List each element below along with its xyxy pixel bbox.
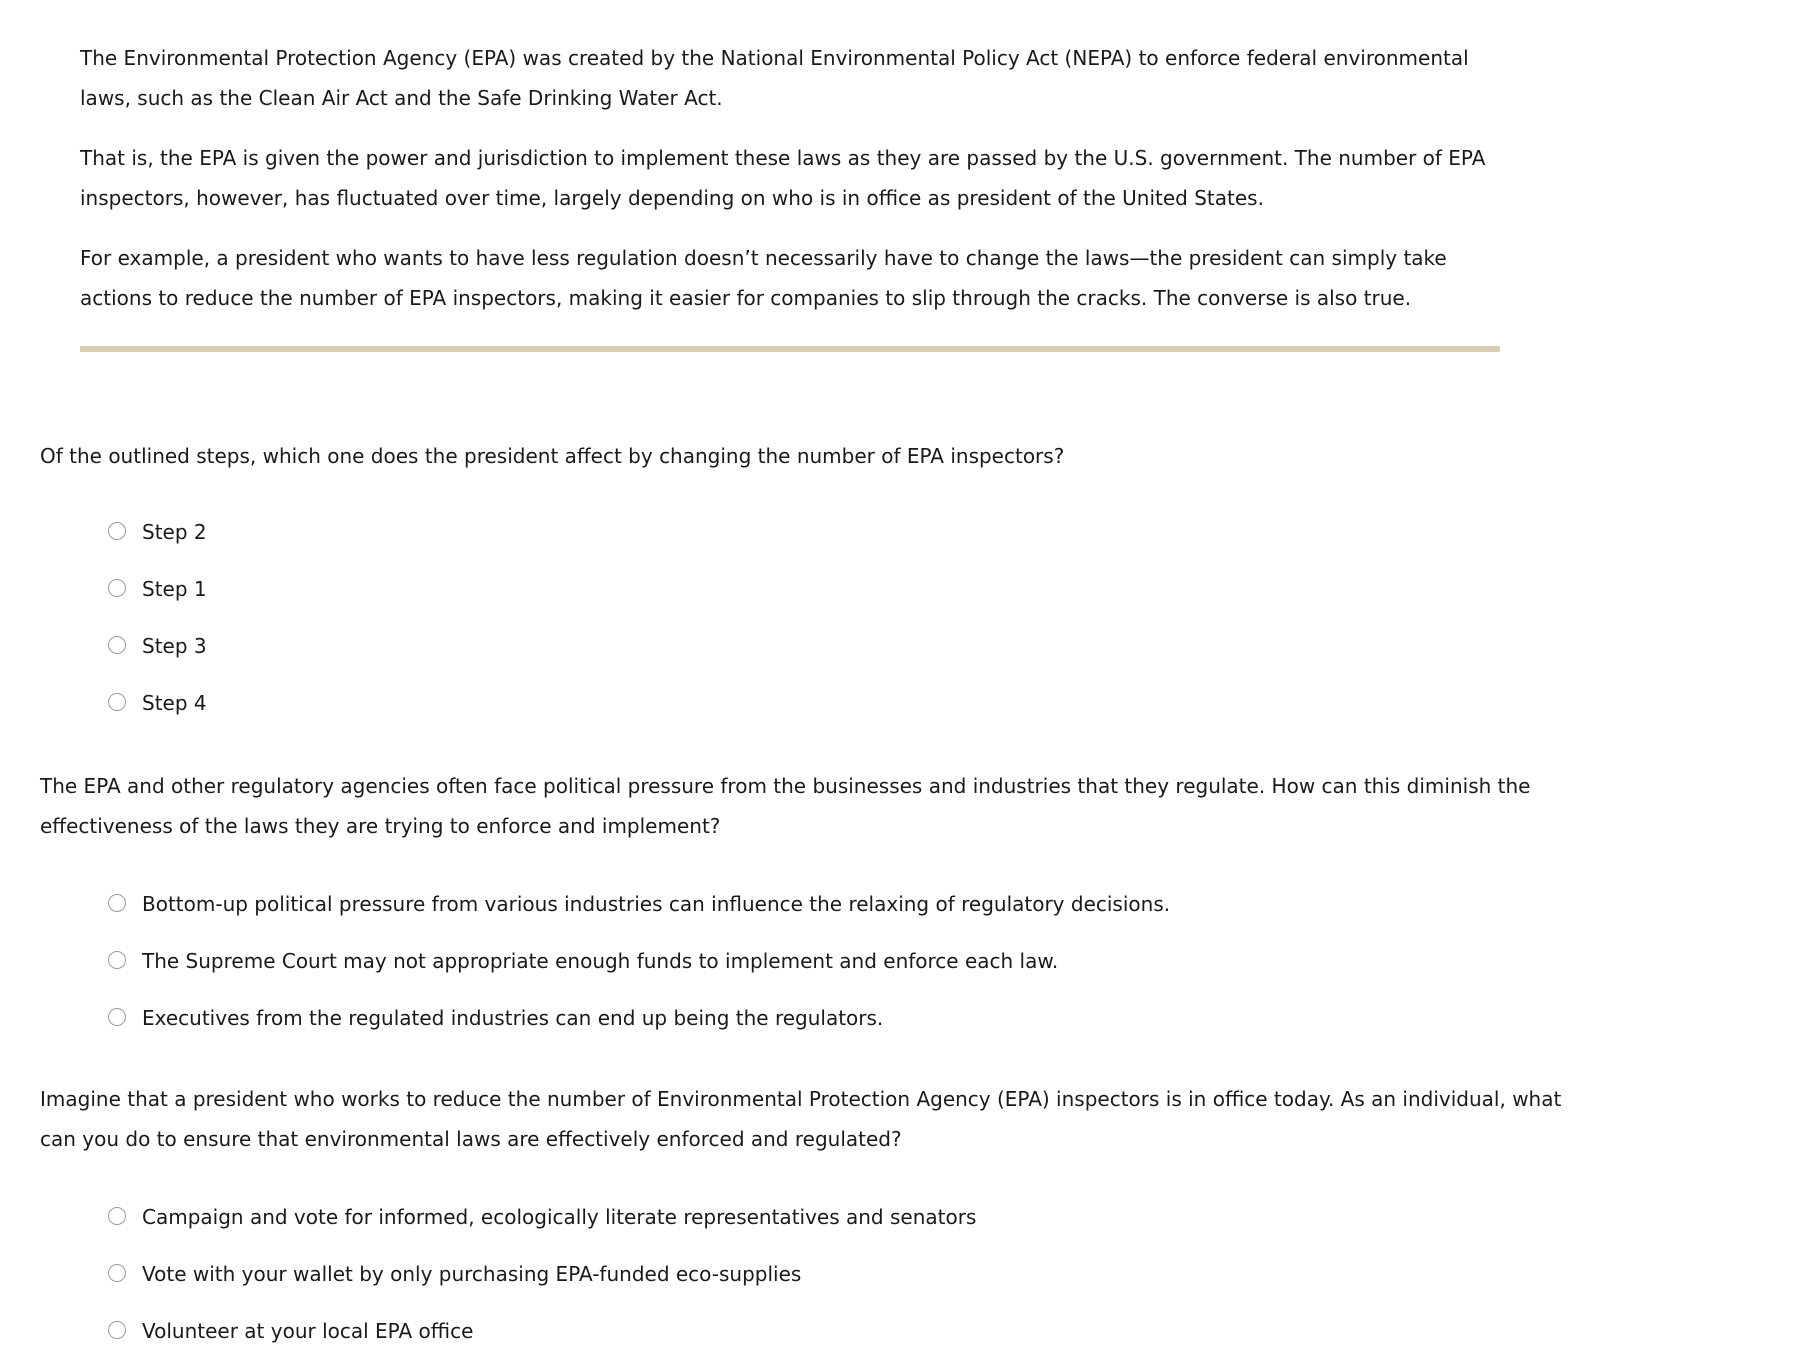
radio-button[interactable]: [108, 1264, 126, 1282]
question-2-option-3[interactable]: [40, 989, 1600, 1046]
question-3-option-2[interactable]: [40, 1245, 1600, 1302]
question-1-prompt: Of the outlined steps, which one does the president affect by changing the number of EPA inspectors?: [40, 444, 1065, 468]
question-3-option-1[interactable]: [40, 1188, 1600, 1245]
passage-paragraph-1: The Environmental Protection Agency (EPA) was created by the National Environmental Policy Act (NEPA) to enforce federal environmental laws, such as the Clean Air Act and the Safe Drinking Water Act.: [80, 46, 1469, 110]
option-label: Step 2: [142, 519, 207, 544]
question-2: [40, 766, 1600, 1046]
option-label: Volunteer at your local EPA office: [142, 1318, 474, 1343]
radio-button[interactable]: [108, 693, 126, 711]
radio-button[interactable]: [108, 951, 126, 969]
option-label: Campaign and vote for informed, ecologically literate representatives and senators: [142, 1204, 977, 1229]
question-3: [40, 1079, 1600, 1359]
radio-button[interactable]: [108, 1321, 126, 1339]
option-label: Executives from the regulated industries can end up being the regulators.: [142, 1005, 884, 1030]
question-1-option-1[interactable]: [40, 503, 1600, 560]
question-3-options: [40, 1188, 1600, 1359]
radio-button[interactable]: [108, 579, 126, 597]
question-2-options: [40, 875, 1600, 1046]
question-3-prompt: Imagine that a president who works to reduce the number of Environmental Protection Agency (EPA) inspectors is in office today. As an individual, what can you do to ensure that environmental laws are effectively enforced and regulated?: [40, 1087, 1562, 1151]
radio-button[interactable]: [108, 1207, 126, 1225]
question-1-option-4[interactable]: [40, 674, 1600, 731]
section-divider: [80, 346, 1500, 352]
option-label: Step 3: [142, 633, 207, 658]
option-label: Step 1: [142, 576, 207, 601]
option-label: Step 4: [142, 690, 207, 715]
passage-paragraph-2: That is, the EPA is given the power and jurisdiction to implement these laws as they are passed by the U.S. government. The number of EPA inspectors, however, has fluctuated over time, largely depending on who is in office as president of the United States.: [80, 146, 1486, 210]
radio-button[interactable]: [108, 636, 126, 654]
radio-button[interactable]: [108, 522, 126, 540]
option-label: The Supreme Court may not appropriate enough funds to implement and enforce each law.: [142, 948, 1059, 973]
option-label: Vote with your wallet by only purchasing EPA-funded eco-supplies: [142, 1261, 802, 1286]
question-3-option-3[interactable]: [40, 1302, 1600, 1359]
passage-paragraph-3: For example, a president who wants to have less regulation doesn’t necessarily have to change the laws—the president can simply take actions to reduce the number of EPA inspectors, making it easier for companies to slip through the cracks. The converse is also true.: [80, 246, 1447, 310]
radio-button[interactable]: [108, 894, 126, 912]
radio-button[interactable]: [108, 1008, 126, 1026]
option-label: Bottom-up political pressure from various industries can influence the relaxing of regulatory decisions.: [142, 891, 1171, 916]
question-2-option-2[interactable]: [40, 932, 1600, 989]
question-2-prompt: The EPA and other regulatory agencies often face political pressure from the businesses and industries that they regulate. How can this diminish the effectiveness of the laws they are trying to enforce and implement?: [40, 774, 1531, 838]
reading-passage: [80, 38, 1500, 338]
question-1-options: [40, 503, 1600, 731]
question-1-option-2[interactable]: [40, 560, 1600, 617]
question-1-option-3[interactable]: [40, 617, 1600, 674]
question-2-option-1[interactable]: [40, 875, 1600, 932]
question-1: [40, 436, 1600, 731]
